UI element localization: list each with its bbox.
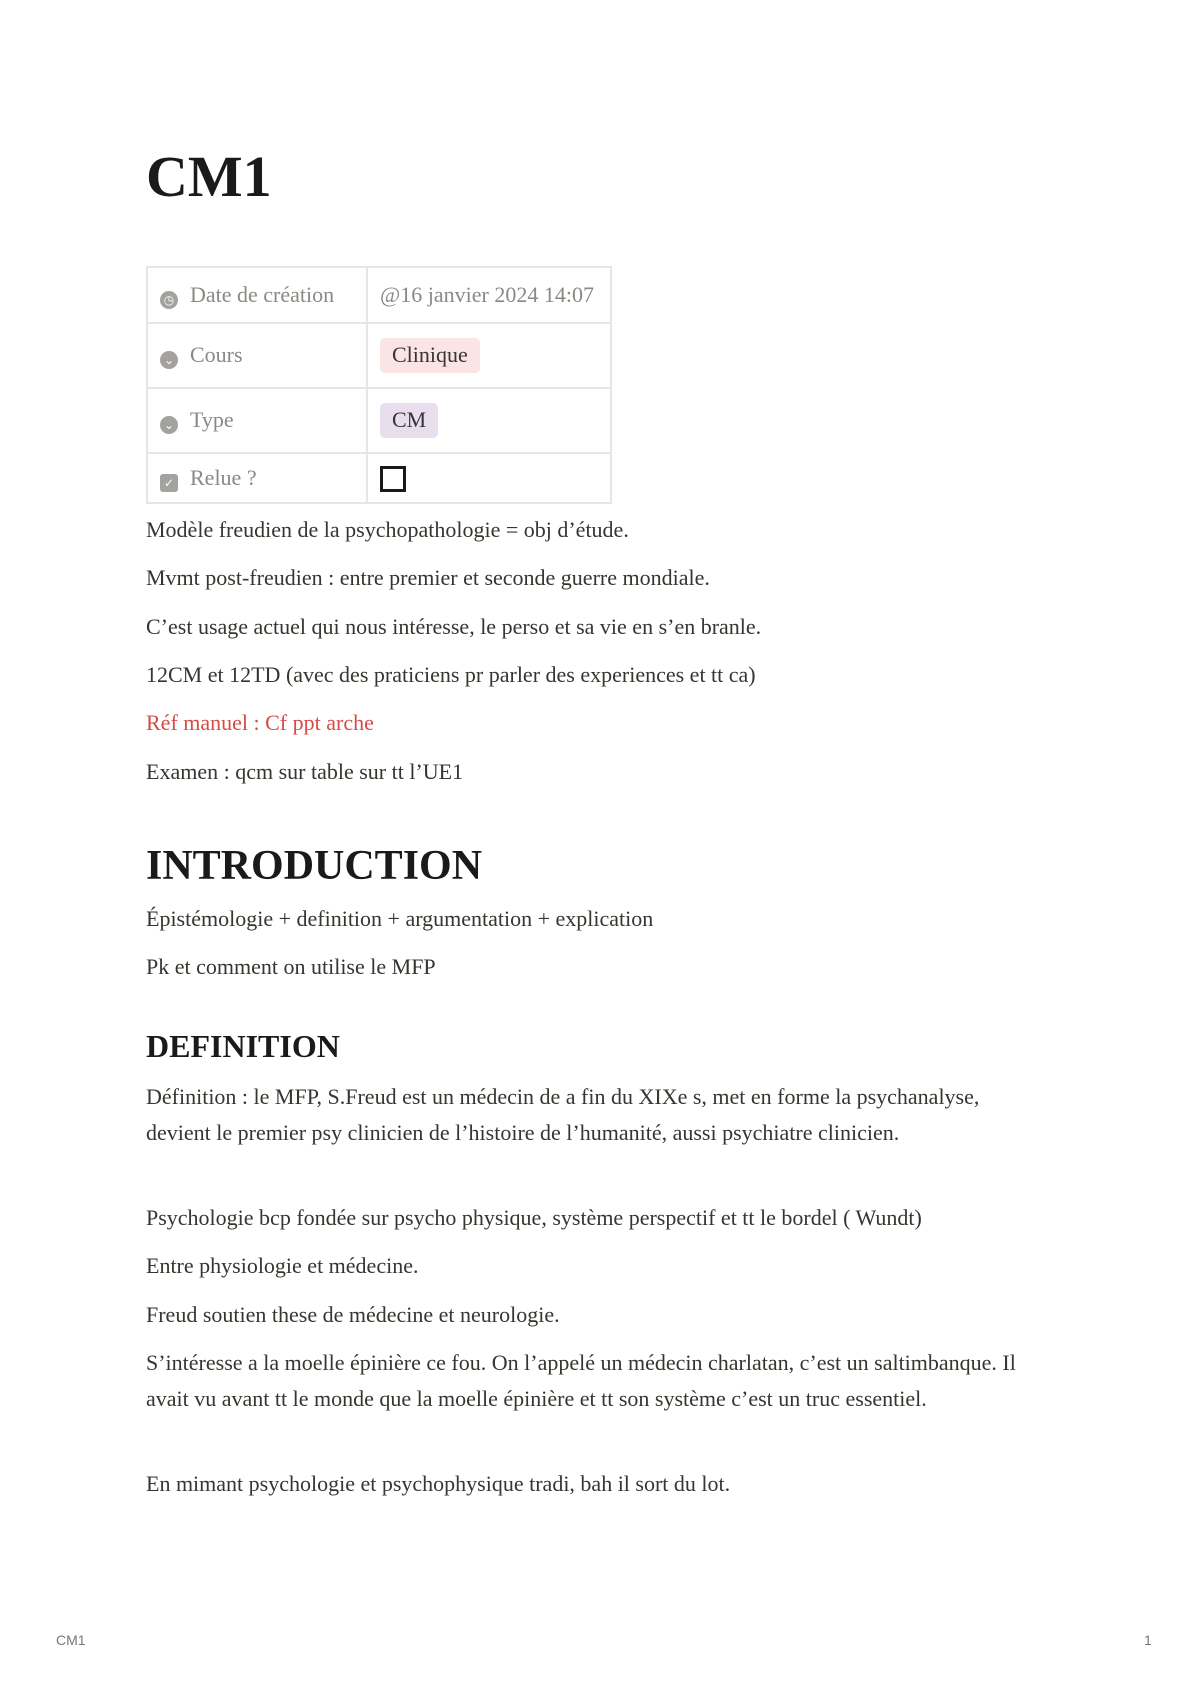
properties-table xyxy=(146,266,612,504)
heading-introduction: INTRODUCTION xyxy=(146,843,483,889)
paragraph: C’est usage actuel qui nous intéresse, le perso et sa vie en s’en branle. xyxy=(146,614,762,639)
footer-page-number: 1 xyxy=(1144,1632,1152,1648)
paragraph: S’intéresse a la moelle épinière ce fou. On l’appelé un médecin charlatan, c’est un saltimbanque. Il avait vu avant tt le monde que la moelle épinière et tt son système c’est un truc essentiel. xyxy=(146,1350,1016,1411)
paragraph: 12CM et 12TD (avec des praticiens pr parler des experiences et tt ca) xyxy=(146,662,756,687)
paragraph: Mvmt post-freudien : entre premier et seconde guerre mondiale. xyxy=(146,565,710,590)
paragraph: Entre physiologie et médecine. xyxy=(146,1253,419,1278)
heading-definition: DEFINITION xyxy=(146,1028,340,1064)
footer-doc-title: CM1 xyxy=(56,1632,86,1648)
checkbox-icon: ✓ xyxy=(160,474,178,492)
paragraph: Examen : qcm sur table sur tt l’UE1 xyxy=(146,759,464,784)
select-icon: ⌄ xyxy=(160,351,178,369)
property-label: Date de création xyxy=(190,281,335,307)
property-label: Type xyxy=(190,407,234,432)
property-value-date[interactable]: @16 janvier 2024 14:07 xyxy=(367,267,611,323)
property-row-type xyxy=(147,388,611,453)
paragraph-highlight: Réf manuel : Cf ppt arche xyxy=(146,710,374,735)
paragraph: Pk et comment on utilise le MFP xyxy=(146,954,436,979)
paragraph: Freud soutien these de médecine et neurologie. xyxy=(146,1302,560,1327)
relue-checkbox[interactable] xyxy=(380,466,406,492)
paragraph: Définition : le MFP, S.Freud est un médecin de a fin du XIXe s, met en forme la psychanalyse, devient le premier psy clinicien de l’histoire de l’humanité, aussi psychiatre clinicien. xyxy=(146,1084,980,1145)
paragraph: Modèle freudien de la psychopathologie = obj d’étude. xyxy=(146,517,629,542)
paragraph: Épistémologie + definition + argumentation + explication xyxy=(146,906,654,931)
cours-tag[interactable]: Clinique xyxy=(380,338,480,372)
clock-icon: ◷ xyxy=(160,291,178,309)
paragraph: Psychologie bcp fondée sur psycho physique, système perspectif et tt le bordel ( Wundt) xyxy=(146,1205,922,1230)
property-row-date xyxy=(147,267,611,323)
property-label: Relue ? xyxy=(190,464,257,490)
type-tag[interactable]: CM xyxy=(380,403,438,437)
select-icon: ⌄ xyxy=(160,416,178,434)
page-title: CM1 xyxy=(146,144,272,209)
paragraph: En mimant psychologie et psychophysique tradi, bah il sort du lot. xyxy=(146,1471,731,1496)
property-row-relue xyxy=(147,453,611,503)
property-row-cours xyxy=(147,323,611,388)
property-label: Cours xyxy=(190,342,243,367)
